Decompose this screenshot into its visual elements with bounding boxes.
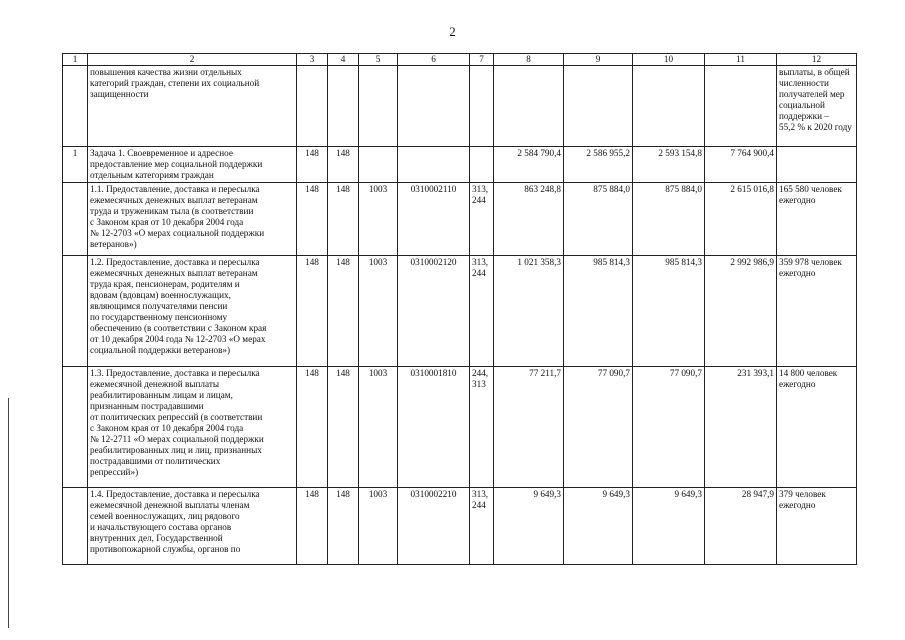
cell-c5: 1003 <box>359 488 398 565</box>
cell-c11: 2 992 986,9 <box>705 256 777 367</box>
cell-c7: 313, 244 <box>470 183 494 256</box>
table-row <box>63 367 857 488</box>
cell-c10: 77 090,7 <box>633 367 705 488</box>
table-row <box>63 183 857 256</box>
cell-c3: 148 <box>297 488 328 565</box>
header-row <box>63 54 857 66</box>
cell-c8: 2 584 790,4 <box>494 147 564 183</box>
cell-c7: 313, 244 <box>470 488 494 565</box>
cell-c7 <box>470 147 494 183</box>
cell-c3 <box>297 66 328 147</box>
cell-c3: 148 <box>297 367 328 488</box>
cell-c2: 1.4. Предоставление, доставка и пересылка ежемесячной денежной выплаты членам семей военнослужащих, лиц рядового и начальствующего состава органов внутренних дел, Государственной противопожарной службы, органов по <box>88 488 297 565</box>
cell-c8: 863 248,8 <box>494 183 564 256</box>
header-cell: 11 <box>705 54 777 66</box>
cell-c1 <box>63 488 88 565</box>
cell-c11: 231 393,1 <box>705 367 777 488</box>
cell-c1: 1 <box>63 147 88 183</box>
cell-c1 <box>63 183 88 256</box>
header-cell: 8 <box>494 54 564 66</box>
cell-c2: 1.1. Предоставление, доставка и пересылка ежемесячных денежных выплат ветеранам труда и труженикам тыла (в соответствии с Законом края от 10 декабря 2004 года № 12-2703 «О мерах социальной поддержки ветеранов») <box>88 183 297 256</box>
cell-c9: 9 649,3 <box>564 488 633 565</box>
cell-c3: 148 <box>297 147 328 183</box>
header-cell: 3 <box>297 54 328 66</box>
cell-c12 <box>777 147 857 183</box>
cell-c5: 1003 <box>359 183 398 256</box>
header-cell: 2 <box>88 54 297 66</box>
table-row <box>63 488 857 565</box>
cell-c11: 7 764 900,4 <box>705 147 777 183</box>
header-cell: 9 <box>564 54 633 66</box>
cell-c8 <box>494 66 564 147</box>
cell-c5 <box>359 66 398 147</box>
page-number: 2 <box>449 24 456 39</box>
cell-c6: 0310001810 <box>398 367 470 488</box>
cell-c12: 359 978 человек ежегодно <box>777 256 857 367</box>
cell-c7: 313, 244 <box>470 256 494 367</box>
cell-c6 <box>398 147 470 183</box>
cell-c9: 875 884,0 <box>564 183 633 256</box>
table-row <box>63 66 857 147</box>
cell-c2: Задача 1. Своевременное и адресное предоставление мер социальной поддержки отдельным категориям граждан <box>88 147 297 183</box>
cell-c10: 2 593 154,8 <box>633 147 705 183</box>
cell-c12: выплаты, в общей численности получателей мер социальной поддержки – 55,2 % к 2020 году <box>777 66 857 147</box>
header-cell: 12 <box>777 54 857 66</box>
cell-c1 <box>63 66 88 147</box>
header-cell: 6 <box>398 54 470 66</box>
cell-c12: 165 580 человек ежегодно <box>777 183 857 256</box>
cell-c4 <box>328 66 359 147</box>
cell-c11 <box>705 66 777 147</box>
cell-c3: 148 <box>297 183 328 256</box>
cell-c7: 244, 313 <box>470 367 494 488</box>
cell-c5 <box>359 147 398 183</box>
header-cell: 10 <box>633 54 705 66</box>
cell-c8: 1 021 358,3 <box>494 256 564 367</box>
cell-c9 <box>564 66 633 147</box>
cell-c1 <box>63 256 88 367</box>
cell-c12: 379 человек ежегодно <box>777 488 857 565</box>
cell-c10 <box>633 66 705 147</box>
cell-c10: 985 814,3 <box>633 256 705 367</box>
cell-c6 <box>398 66 470 147</box>
header-cell: 4 <box>328 54 359 66</box>
cell-c3: 148 <box>297 256 328 367</box>
cell-c7 <box>470 66 494 147</box>
budget-table <box>62 53 857 565</box>
cell-c1 <box>63 367 88 488</box>
cell-c11: 28 947,9 <box>705 488 777 565</box>
margin-rule <box>8 398 9 628</box>
cell-c4: 148 <box>328 488 359 565</box>
cell-c9: 2 586 955,2 <box>564 147 633 183</box>
cell-c2: 1.3. Предоставление, доставка и пересылка ежемесячной денежной выплаты реабилитированным лицам и лицам, признанным пострадавшими от политических репрессий (в соответствии с Законом края от 10 декабря 2004 года № 12-2711 «О мерах социальной поддержки реабилитированных лиц и лиц, признанных пострадавшими от политических репрессий») <box>88 367 297 488</box>
cell-c4: 148 <box>328 367 359 488</box>
cell-c9: 985 814,3 <box>564 256 633 367</box>
header-cell: 1 <box>63 54 88 66</box>
cell-c8: 77 211,7 <box>494 367 564 488</box>
cell-c2: 1.2. Предоставление, доставка и пересылка ежемесячных денежных выплат ветеранам труда края, пенсионерам, родителям и вдовам (вдовцам) военнослужащих, являющимся получателями пенсии по государственному пенсионному обеспечению (в соответствии с Законом края от 10 декабря 2004 года № 12-2703 «О мерах социальной поддержки ветеранов») <box>88 256 297 367</box>
cell-c6: 0310002110 <box>398 183 470 256</box>
cell-c11: 2 615 016,8 <box>705 183 777 256</box>
table-row <box>63 256 857 367</box>
cell-c8: 9 649,3 <box>494 488 564 565</box>
cell-c12: 14 800 человек ежегодно <box>777 367 857 488</box>
cell-c9: 77 090,7 <box>564 367 633 488</box>
cell-c6: 0310002120 <box>398 256 470 367</box>
header-cell: 7 <box>470 54 494 66</box>
cell-c4: 148 <box>328 183 359 256</box>
cell-c2: повышения качества жизни отдельных категорий граждан, степени их социальной защищенности <box>88 66 297 147</box>
cell-c6: 0310002210 <box>398 488 470 565</box>
cell-c4: 148 <box>328 147 359 183</box>
cell-c5: 1003 <box>359 256 398 367</box>
cell-c10: 875 884,0 <box>633 183 705 256</box>
cell-c10: 9 649,3 <box>633 488 705 565</box>
table-row <box>63 147 857 183</box>
cell-c5: 1003 <box>359 367 398 488</box>
cell-c4: 148 <box>328 256 359 367</box>
header-cell: 5 <box>359 54 398 66</box>
